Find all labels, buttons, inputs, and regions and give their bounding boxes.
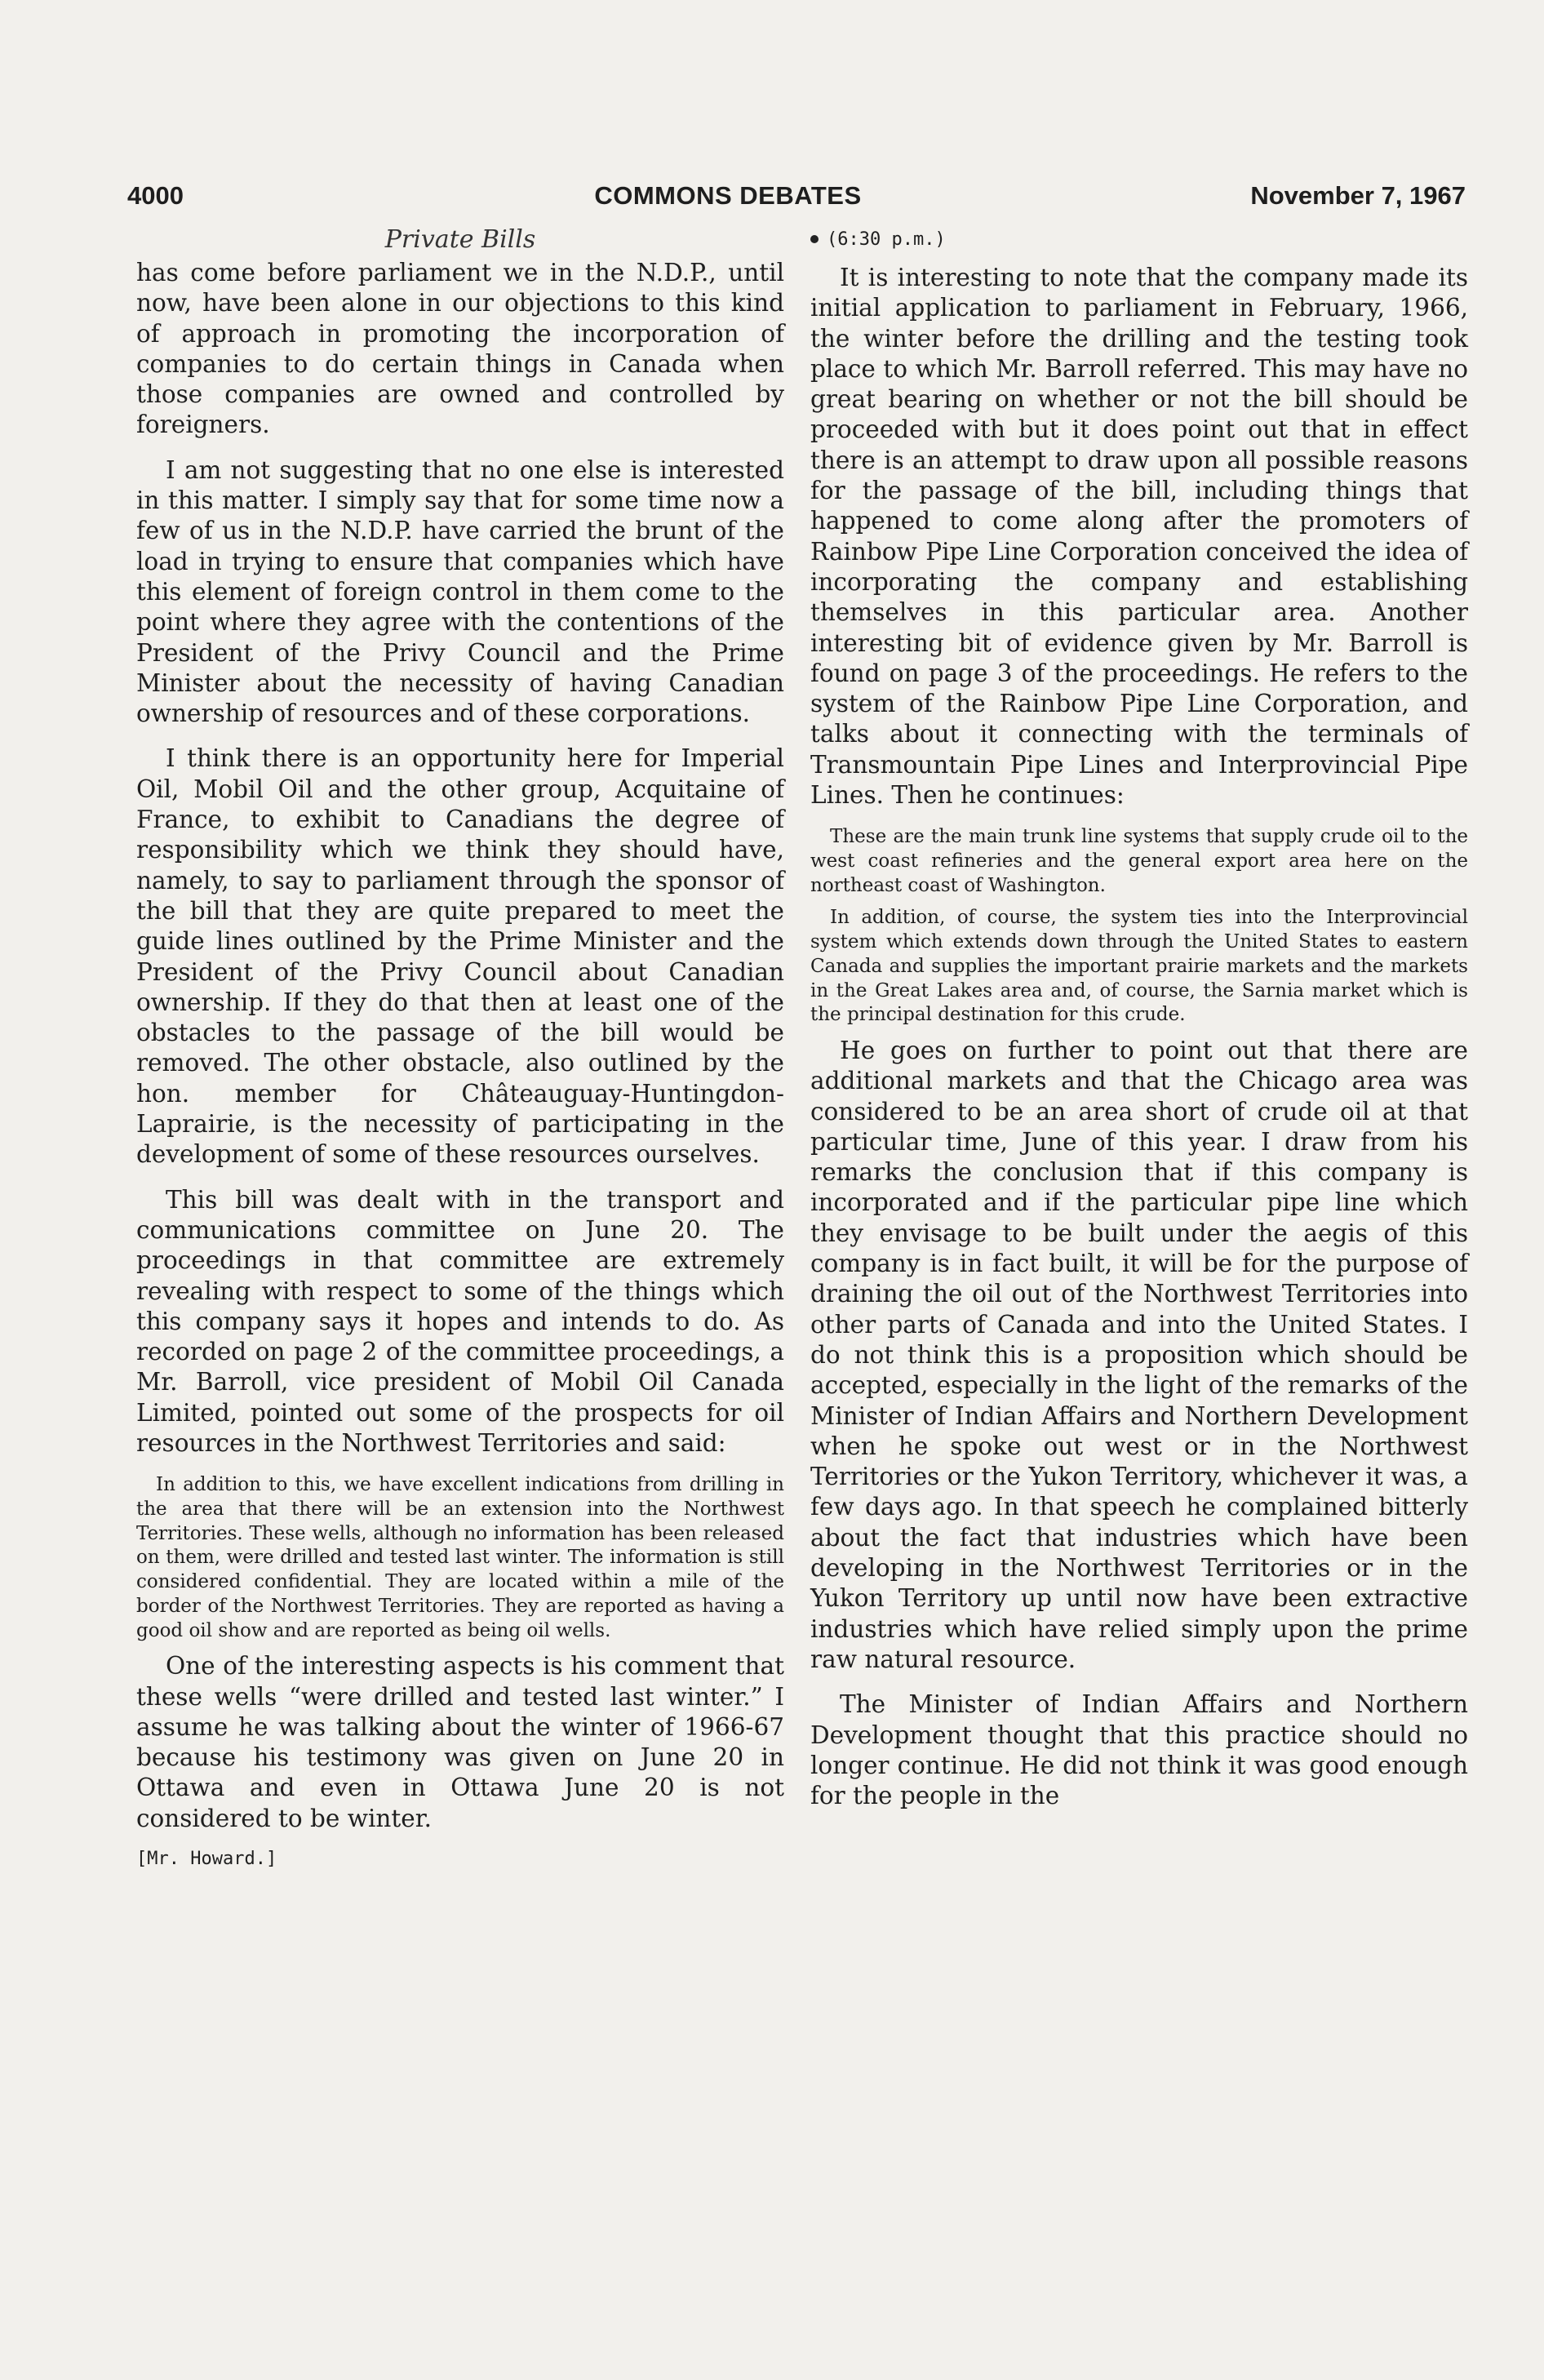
paragraph: He goes on further to point out that there are additional markets and that the Chicago area was considered to be an area short of crude oil at that particular time, June of this year. I draw from his remarks the conclusion that if this company is incorporated and if the particular pipe line which they envisage to be built under the aegis of this company is in fact built, it will be for the purpose of draining the oil out of the Northwest Territories into other parts of Canada and into the United States. I do not think this is a proposition which should be accepted, especially in the light of the remarks of the Minister of Indian Affairs and Northern Development when he spoke out west or in the Northwest Territories or the Yukon Territory, whichever it was, a few days ago. In that speech he complained bitterly about the fact that industries which have been developing in the Northwest Territories or in the Yukon Territory up until now have been extractive industries which have relied simply upon the prime raw natural resource.	[810, 1036, 1468, 1673]
paragraph: I think there is an opportunity here for Imperial Oil, Mobil Oil and the other group, Acquitaine of France, to exhibit to Canadians the degree of responsibility which we think they should have, namely, to say to parliament through the sponsor of the bill that they are quite prepared to meet the guide lines outlined by the Prime Minister and the President of the Privy Council about Canadian ownership. If they do that then at least one of the obstacles to the passage of the bill would be removed. The other obstacle, also outlined by the hon. member for Châteauguay-Huntingdon-Laprairie, is the necessity of participating in the development of some of these resources ourselves.	[136, 744, 784, 1169]
paragraph: One of the interesting aspects is his comment that these wells “were drilled and tested last winter.” I assume he was talking about the winter of 1966-67 because his testimony was given on June 20 in Ottawa and even in Ottawa June 20 is not considered to be winter.	[136, 1652, 784, 1832]
paragraph: It is interesting to note that the company made its initial application to parliament in February, 1966, the winter before the drilling and the testing took place to which Mr. Barroll referred. This may have no great bearing on whether or not the bill should be proceeded with but it does point out that in effect there is an attempt to draw upon all possible reasons for the passage of the bill, including things that happened to come along after the promoters of Rainbow Pipe Line Corporation conceived the idea of incorporating the company and establishing themselves in this particular area. Another interesting bit of evidence given by Mr. Barroll is found on page 3 of the proceedings. He refers to the system of the Rainbow Pipe Line Corporation, and talks about it connecting with the terminals of Transmountain Pipe Lines and Interprovincial Pipe Lines. Then he continues:	[810, 264, 1468, 810]
paragraph: I am not suggesting that no one else is interested in this matter. I simply say that for some time now a few of us in the N.D.P. have carried the brunt of the load in trying to ensure that companies which have this element of foreign control in them come to the point where they agree with the contentions of the President of the Privy Council and the Prime Minister about the necessity of having Canadian ownership of resources and of these corporations.	[136, 455, 784, 728]
time-stamp	[810, 222, 1468, 258]
section-heading: Private Bills	[384, 225, 536, 254]
paragraph: The Minister of Indian Affairs and Northern Development thought that this practice should no longer continue. He did not think it was good enough for the people in the	[810, 1690, 1468, 1810]
page-header	[0, 181, 1544, 217]
block-quote: These are the main trunk line systems that supply crude oil to the west coast refineries and the general export area here on the northeast coast of Washington.	[810, 826, 1468, 896]
publication-date: November 7, 1967	[1250, 181, 1466, 210]
paragraph: has come before parliament we in the N.D.P., until now, have been alone in our objections to this kind of approach in promoting the incorporation of companies to do certain things in Canada when those companies are owned and controlled by foreigners.	[136, 259, 784, 439]
right-column	[810, 222, 1468, 1826]
time-stamp-text: (6:30 p.m.)	[827, 229, 946, 250]
paragraph: This bill was dealt with in the transport and communications committee on June 20. The proceedings in that committee are extremely revealing with respect to some of the things which this company says it hopes and intends to do. As recorded on page 2 of the committee proceedings, a Mr. Barroll, vice president of Mobil Oil Canada Limited, pointed out some of the prospects for oil resources in the Northwest Territories and said:	[136, 1185, 784, 1457]
block-quote: In addition to this, we have excellent indications from drilling in the area that there will be an extension into the Northwest Territories. These wells, although no information has been released on them, were drilled and tested last winter. The information is still considered confidential. They are located within a mile of the border of the Northwest Territories. They are reported as having a good oil show and are reported as being oil wells.	[136, 1474, 784, 1641]
publication-title: COMMONS DEBATES	[594, 181, 862, 210]
bullet-icon	[810, 235, 819, 243]
page-number: 4000	[127, 181, 184, 210]
block-quote: In addition, of course, the system ties into the Interprovincial system which extends down through the United States to eastern Canada and supplies the important prairie markets and the markets in the Great Lakes area and, of course, the Sarnia market which is the principal destination for this crude.	[810, 907, 1468, 1026]
left-column	[136, 222, 784, 1869]
speaker-attribution: [Mr. Howard.]	[136, 1848, 277, 1869]
